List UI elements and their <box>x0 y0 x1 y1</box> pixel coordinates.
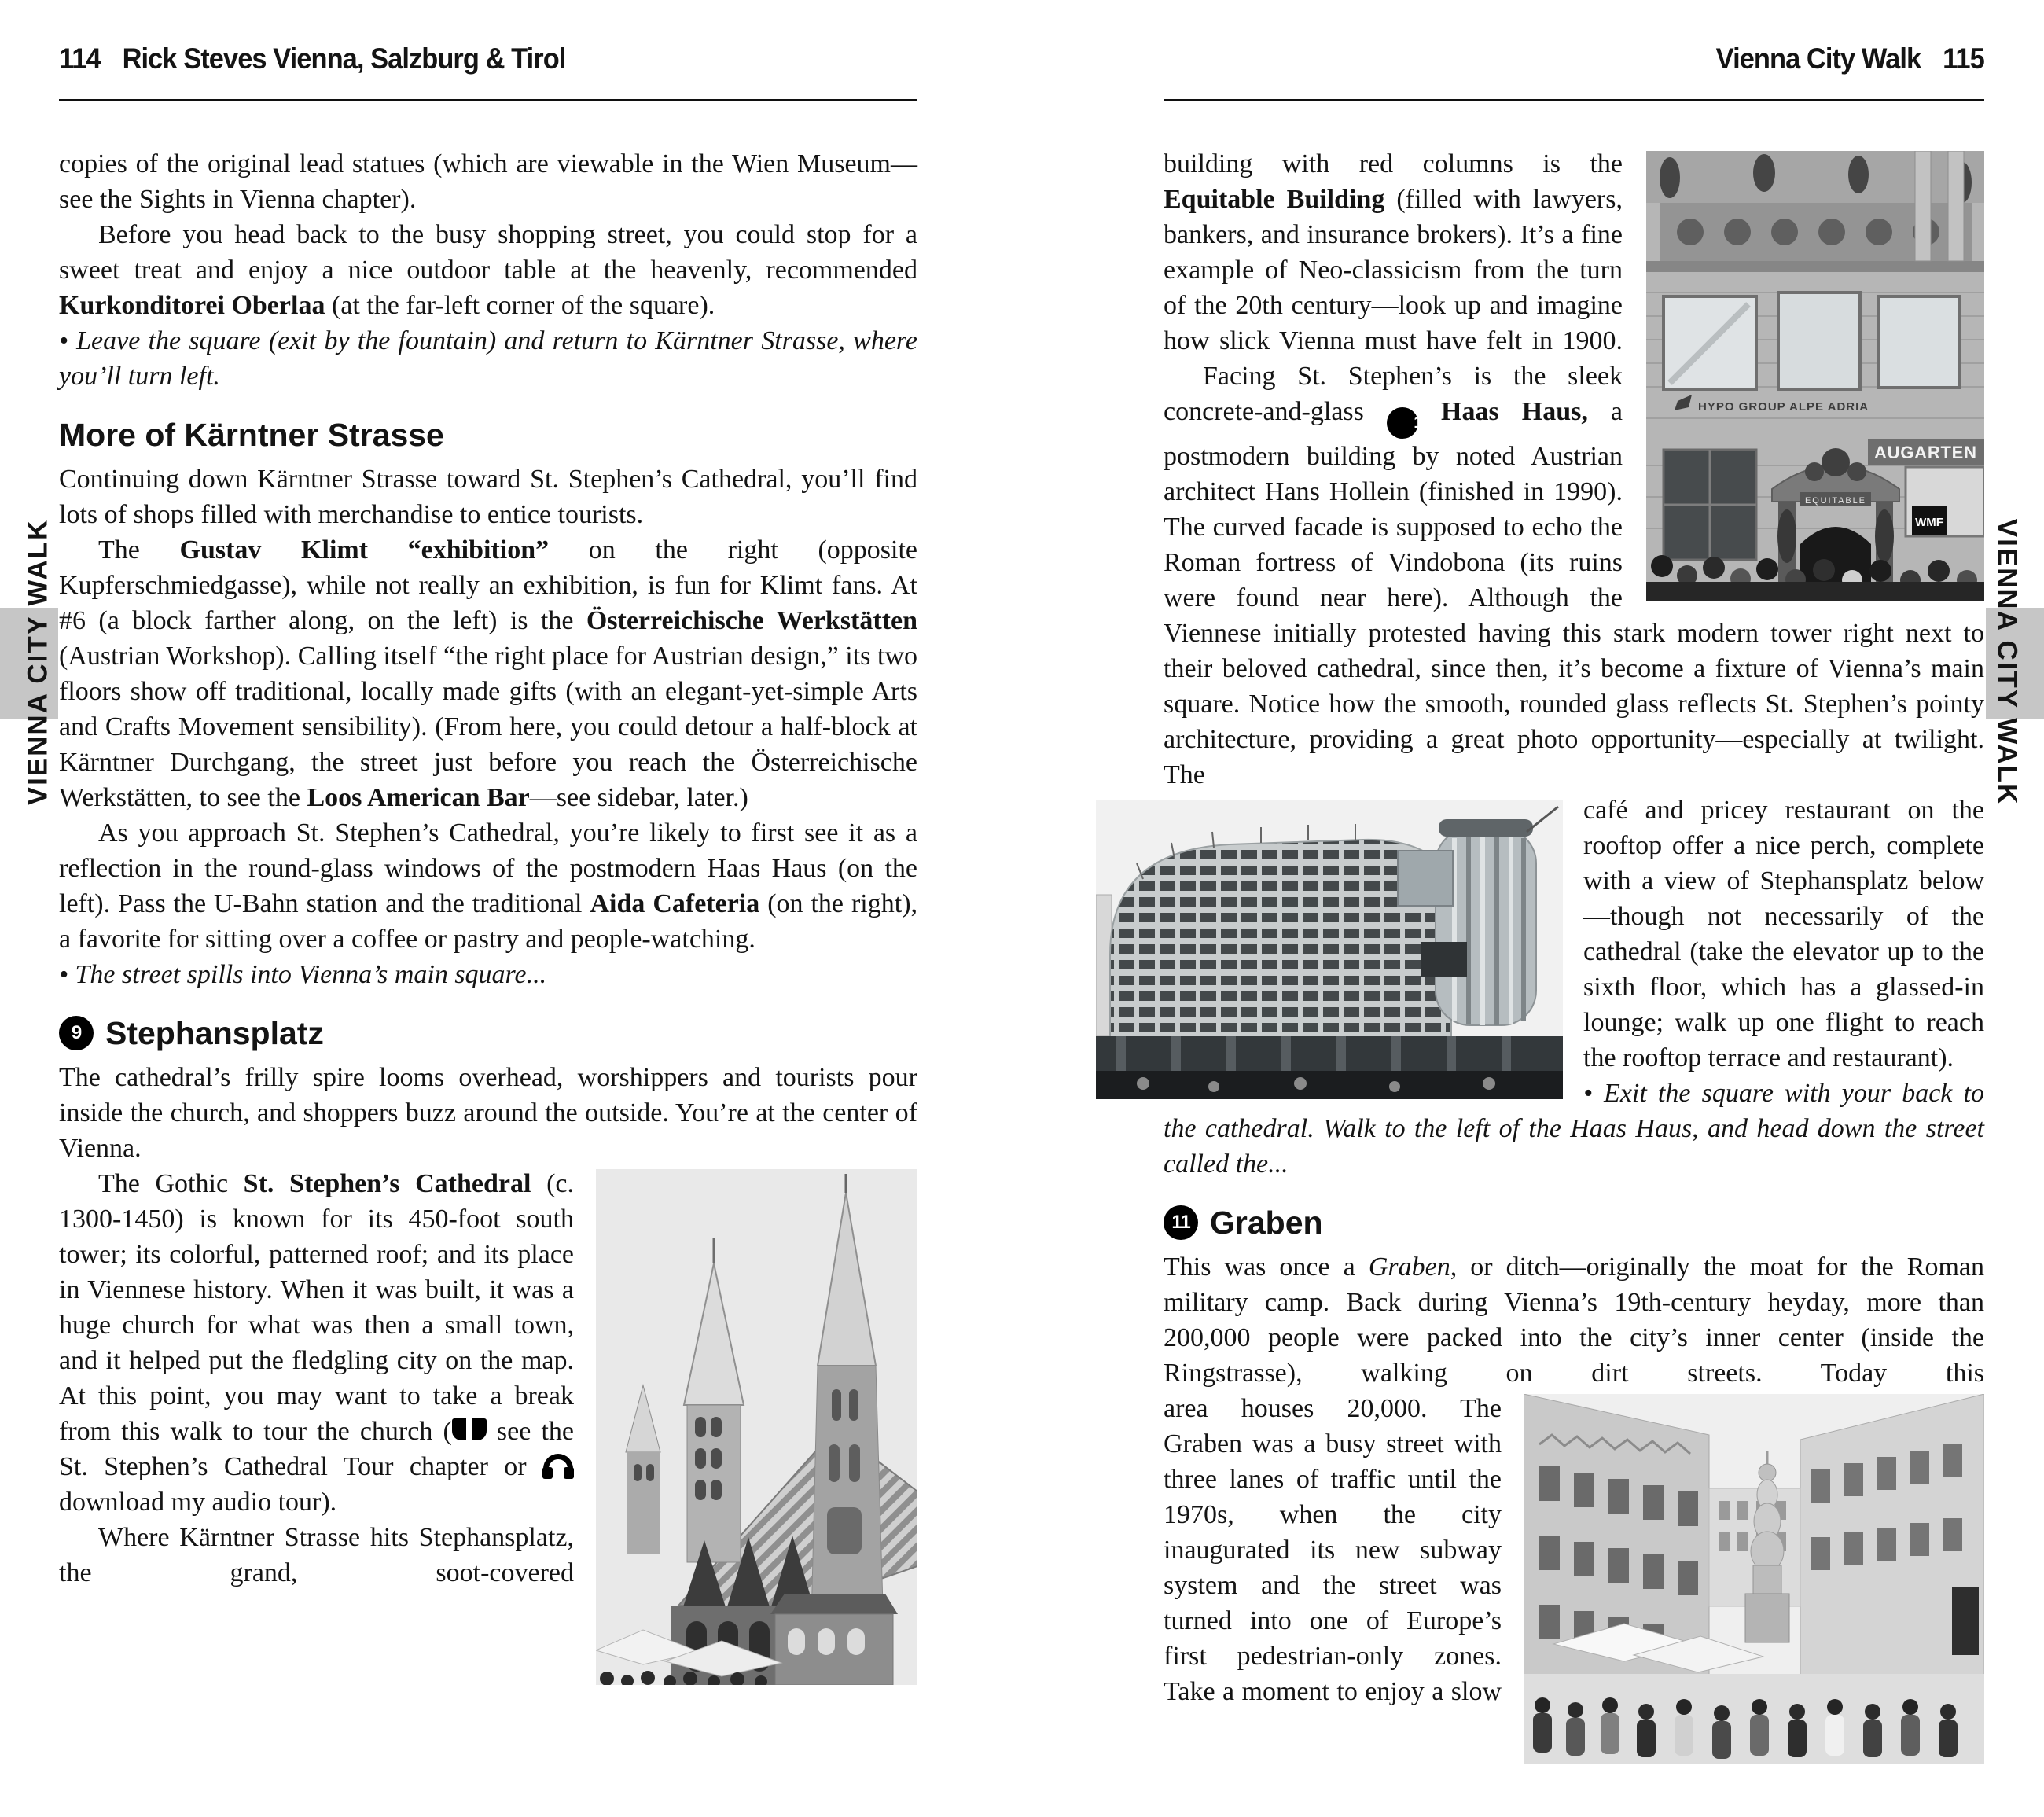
numbered-marker-9: 9 <box>59 1016 94 1050</box>
walking-direction-exit-square: • Exit the square with your back to the cathedral. Walk to the left of the Haas Haus, and head down the street called the... <box>1164 1078 1984 1179</box>
right-page-title: Vienna City Walk <box>1715 42 1921 75</box>
section-heading-label: More of Kärntner Strasse <box>59 417 444 453</box>
paragraph-graben-b: area houses 20,000. The Graben was a busy street with three lanes of traffic until the 1970s, when the city inaugurated its new subway system and the street was turned into one of Europe’s first pedestrian-only zones. Take a moment to enjoy a slow <box>1164 1393 1502 1706</box>
right-page-header <box>1716 42 1984 75</box>
paragraph-graben-a: This was once a Graben, or ditch—originally the moat for the Roman military camp. Back during Vienna’s 19th-century heyday, more than 200,000 people were packed into the city’s inner center (inside the Ringstrasse), walking on dirt streets. Today this <box>1164 1252 1984 1388</box>
graben-street-photo <box>1524 1394 1984 1764</box>
right-page-column <box>1164 146 1984 1764</box>
paragraph-statues: copies of the original lead statues (which are viewable in the Wien Museum—see the Sights in Vienna chapter). <box>59 149 917 214</box>
left-chapter-tab-label: VIENNA CITY WALK <box>22 518 53 806</box>
paragraph-approach: As you approach St. Stephen’s Cathedral, you’re likely to first see it as a reflection in the round-glass windows of the postmodern Haas Haus (on the left). Pass the U-Bahn station and the traditional Aida Cafeteria (on the right), a favorite for sitting over a coffee or pastry and people-watching. <box>59 818 918 954</box>
left-header-rule <box>59 99 917 101</box>
section-heading-stephansplatz <box>59 1014 917 1052</box>
numbered-marker: 10 <box>1387 407 1418 439</box>
section-heading-graben <box>1164 1204 1984 1241</box>
left-page-header <box>59 42 565 75</box>
walking-direction-leave-square: • Leave the square (exit by the fountain) and return to Kärntner Strasse, where you’ll turn left. <box>59 326 917 391</box>
paragraph-haas-haus-a: Facing St. Stephen’s is the sleek concrete-and-glass 10 Haas Haus, a postmodern building by noted Austrian architect Hans Hollein (finished in 1990). The curved facade is supposed to echo the Roman fortress of Vindobona (its ruins were found near here). Although the Viennese initially protested having this stark modern tower right next to their beloved cathedral, since then, it’s become a fixture of Vienna’s main square. Notice how the smooth, rounded glass reflects St. Stephen’s pointy architecture, providing a great photo opportunity—especially at twilight. The <box>1164 362 1984 789</box>
section-heading-label: Stephansplatz <box>105 1015 324 1051</box>
paragraph-equitable: building with red columns is the Equitable Building (filled with lawyers, bankers, and insurance brokers). It’s a fine example of Neo-classicism from the turn of the 20th century—look up and imagine how slick Vienna must have felt in 1900. <box>1164 149 1623 355</box>
paragraph-gothic-cathedral: The Gothic St. Stephen’s Cathedral (c. 1300-1450) is known for its 450-foot south tower; its colorful, patterned roof; and its place in Viennese history. When it was built, it was a huge church for what was then a small town, and it helped put the fledgling city on the map. At this point, you may want to take a break from this walk to tour the church ( see the St. Stephen’s Cathedral Tour chapter or download my audio tour). <box>59 1169 575 1517</box>
right-chapter-tab-label: VIENNA CITY WALK <box>1991 518 2022 806</box>
paragraph-haas-haus-b: café and pricey restaurant on the rooftop offer a nice perch, complete with a view of Stephansplatz below—though not necessarily of the cathedral (take the elevator up to the sixth floor, which has a glassed-in lounge; walk up one flight to reach the rooftop terrace and restaurant). <box>1583 795 1984 1072</box>
wmf-sign: WMF <box>1915 516 1943 529</box>
paragraph-before-you-head: Before you head back to the busy shopping street, you could stop for a sweet treat and enjoy a nice outdoor table at the heavenly, recommended Kurkonditorei Oberlaa (at the far-left corner of the square). <box>59 220 917 320</box>
paragraph-where-kaerntner: Where Kärntner Strasse hits Stephansplatz, the grand, soot-covered <box>59 1523 574 1587</box>
equitable-illustration <box>1646 151 1984 601</box>
hypo-group-sign: HYPO GROUP ALPE ADRIA <box>1698 400 1869 414</box>
left-page-title: Rick Steves Vienna, Salzburg & Tirol <box>122 42 566 75</box>
haas-haus-photo <box>1096 800 1563 1099</box>
paragraph-klimt: The Gustav Klimt “exhibition” on the right (opposite Kupferschmiedgasse), while not really an exhibition, is fun for Klimt fans. At #6 (a block farther along, on the left) is the Österreichische Werkstätten (Austrian Workshop). Calling itself “the right place for Austrian design,” its two floors show off traditional, locally made gifts (with an elegant-yet-simple Arts and Crafts Movement sensibility). (From here, you could detour a half-block at Kärntner Durchgang, the street just before you reach the Österreichische Werkstätten, to see the Loos American Bar—see sidebar, later.) <box>59 535 917 812</box>
open-book-icon <box>452 1418 487 1442</box>
st-stephens-cathedral-photo <box>596 1169 917 1685</box>
equitable-inscription: EQUITABLE <box>1805 496 1866 506</box>
graben-illustration <box>1524 1394 1984 1764</box>
section-heading-label: Graben <box>1210 1204 1323 1241</box>
right-page-number: 115 <box>1943 42 1984 75</box>
left-page-number: 114 <box>59 42 101 75</box>
paragraph-continuing: Continuing down Kärntner Strasse toward St. Stephen’s Cathedral, you’ll find lots of shops filled with merchandise to entice tourists. <box>59 465 917 529</box>
right-header-rule <box>1164 99 1984 101</box>
augarten-sign: AUGARTEN <box>1874 443 1978 462</box>
headphones-icon <box>542 1452 574 1479</box>
section-heading-more-kaerntner <box>59 416 917 454</box>
paragraph-spire: The cathedral’s frilly spire looms overhead, worshippers and tourists pour inside the church, and shoppers buzz around the outside. You’re at the center of Vienna. <box>59 1063 917 1163</box>
left-page-column <box>59 146 917 1685</box>
equitable-building-photo <box>1646 151 1984 601</box>
walking-direction-street-spills: • The street spills into Vienna’s main square... <box>59 960 547 989</box>
cathedral-illustration <box>596 1169 917 1685</box>
numbered-marker-11: 11 <box>1164 1205 1198 1240</box>
haas-haus-illustration <box>1096 800 1563 1099</box>
